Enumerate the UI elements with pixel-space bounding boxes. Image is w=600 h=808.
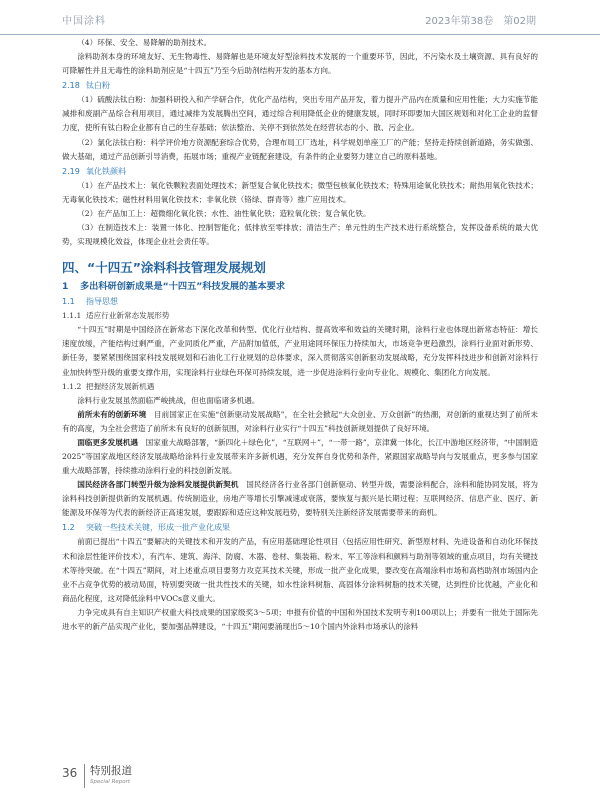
section-number: 1.1.2 [62, 381, 82, 391]
paragraph-lead: 国民经济各部门转型升级为涂料发展提供新契机 [77, 480, 239, 490]
paragraph [62, 436, 538, 478]
section-title: 突破一些技术关键，形成一批产业化成果 [86, 523, 230, 533]
paragraph: 力争完成具有自主知识产权重大科技成果的国家级奖3～5项；申报有价值的中国和外国技术发明专利100项以上；并要有一批处于国际先进水平的新产品实现产业化，要加强品牌建设，“十四五”期间要涌现出5～10个国内外涂料市场承认的涂料 [62, 607, 538, 631]
section-title: 把握经济发展新机遇 [86, 381, 155, 391]
page-number: 36 [62, 766, 78, 780]
paragraph-lead: 前所未有的创新环境 [77, 409, 147, 419]
paragraph: （4）环保、安全、易降解的助剂技术。 [77, 38, 212, 47]
paragraph: （2）氯化法钛白粉：科学评价地方资源配套综合优势，合理布局工厂选址，科学规划单座工厂的产能；坚持走持续创新道路，务实做强、做大基础，通过产品创新引导消费，拓展市场；重视产业链配套建设，有条件的企业要努力建立自己的原料基地。 [62, 137, 538, 161]
magazine-name: 中国涂料 [62, 16, 106, 27]
section-heading [62, 521, 538, 535]
section-name: 特别报道 [90, 765, 132, 777]
paragraph: 涂料助剂本身的环境友好、无生物毒性、易降解也是环境友好型涂料技术发展的一个重要环节，因此，不污染水及土壤资源、具有良好的可降解性并且无毒性的涂料助剂应是“十四五”乃至今后助剂结构开发的基本方向。 [62, 52, 538, 76]
subsection-heading [62, 380, 538, 394]
section-name-en: Special Report [90, 779, 131, 785]
section-heading [62, 79, 538, 93]
issue-info: 2023年第38卷 第02期 [425, 16, 536, 27]
paragraph: 涂料行业发展虽然面临严峻挑战，但也面临诸多机遇。 [77, 395, 260, 405]
subsection-heading [62, 309, 538, 323]
section-title: 氧化铁颜料 [86, 166, 126, 176]
section-number: 1.1 [62, 297, 75, 307]
subchapter-heading [62, 279, 538, 294]
paragraph: “十四五”时期是中国经济在新常态下深化改革和转型、优化行业结构、提高效率和效益的关键时期，涂料行业也体现出新常态特征：增长速度放缓，产能结构过剩严重，产业同质化严重，产品附加值低，产业用途同环保压力持续加大，市场竞争更趋激烈，涂料行业面对新形势、新任务，要紧紧围绕国家科技发展规划和石油化工行业规划的总体要求，深入贯彻落实创新驱动发展战略，充分发挥科技进步和创新对涂料行业加快转型升级的重要支撑作用，实现涂料行业绿色环保可持续发展，进一步促进涂料行业向专业化、规模化、集团化方向发展。 [62, 325, 538, 377]
paragraph: （1）硫酸法钛白粉：加强科研投入和产学研合作，优化产品结构，突出专用产品开发，着力提升产品内在质量和应用性能；大力实施节能减排和废副产品综合利用项目，通过减排为发展腾出空间，通过综合利用降低企业的健康发展，同时环即要加大国区规划和对化工企业的监督力度，使所有钛白粉企业都有自己的生存基础；依法整治、关停不到依然处在经营状态的小、散、污企业。 [62, 95, 538, 133]
paragraph-text: 国民经济各行业各部门创新驱动、转型升级，需要涂料配合，涂料和能协同发展，将为涂料科技创新提供新的发展机遇。传统制造业，房地产等增长引擎减速或衰落，要恢复与振兴是长期过程；互联网经济、信息产业、医疗、新能源及环保等为代表的新经济正高速发展，要跟踪和适应这种发展趋势，要特别关注新经济发展需要带来的商机。 [62, 480, 539, 518]
paragraph-text: 目前国家正在实施“创新驱动发展战略”，在全社会掀起“大众创业、万众创新”的热潮，对创新的重视达到了前所未有的高度，为全社会营造了前所未有良好的创新氛围，对涂料行业实行“十四五”科技创新规划提供了良好环境。 [62, 409, 538, 433]
section-number: 2.19 [62, 166, 80, 176]
paragraph-lead: 面临更多发展机遇 [77, 437, 139, 447]
footer-divider [84, 764, 85, 788]
section-title: 指导思想 [86, 297, 118, 307]
section-title: 多出科研创新成果是“十四五”科技发展的基本要求 [80, 281, 286, 293]
section-heading [62, 295, 538, 309]
paragraph [62, 408, 538, 436]
page-header [0, 0, 600, 35]
section-number: 1 [62, 281, 69, 293]
paragraph: （3）在制造技术上：装置一体化、控制智能化；低排放至零排放；清洁生产；单元性的生产技术进行系统整合，发挥设备系统的最大优势，实现规模化效益，体现企业社会责任等。 [62, 223, 538, 247]
paragraph: （1）在产品技术上：氧化铁颗粒表面处理技术；新型复合氧化铁技术；微型包核氧化铁技术；特殊用途氧化铁技术；耐热用氧化铁技术；无毒氧化铁技术；磁性材料用氧化铁技术；非氧化铁（铬绿、群青等）推广应用技术。 [62, 180, 538, 204]
section-title: 适应行业新常态发展形势 [86, 311, 170, 321]
section-title: 钛白粉 [86, 81, 110, 91]
paragraph-text: 国家重大战略部署，“新四化＋绿色化”，“互联网＋”，“一带一路”，京津冀一体化，长江中游地区经济带，“中国制造2025”等国家战地区经济发展战略给涂料行业发展带来许多新机遇，充分发挥自身优势和条件，紧跟国家战略导向与发展重点，更多参与国家重大战略部署，持续推动涂料行业的科技创新发展。 [62, 437, 539, 476]
paragraph: （2）在产品加工上：超微细化氧化铁；水性、油性氧化铁；造粒氧化铁；复合氧化铁。 [77, 208, 371, 218]
section-number: 2.18 [62, 81, 80, 91]
section-number: 1.2 [62, 523, 75, 533]
section-number: 1.1.1 [62, 311, 82, 321]
article-body [62, 36, 538, 634]
chapter-heading: 四、“十四五”涂料科技管理发展规划 [62, 260, 266, 276]
page-footer [62, 760, 202, 794]
section-heading [62, 165, 538, 179]
paragraph [62, 478, 538, 520]
paragraph: 前面已提出“十四五”要解决的关键技术和开发的产品，有应用基础理论性项目（包括应用性研究、新型原材料、先进设备和自动化环保技术和涂层性能评价技术），有汽车、建筑、海洋、防腐、木器、卷材、集装箱、粉末、军工等涂料和颜料与助剂等领域的重点项目，均有关键技术等待突破。在“十四五”期间，对上述重点项目要努力攻克其技术关键，形成一批产业化成果，要改变在高端涂料市场和高档助剂市场国内企业不占竞争优势的被动局面，特别要突破一批共性技术的关键，如水性涂料树脂、高固体分涂料树脂的技术关键，达到性价比优越，产业化和商品化程度，这对降低涂料中VOCs意义重大。 [62, 537, 538, 603]
